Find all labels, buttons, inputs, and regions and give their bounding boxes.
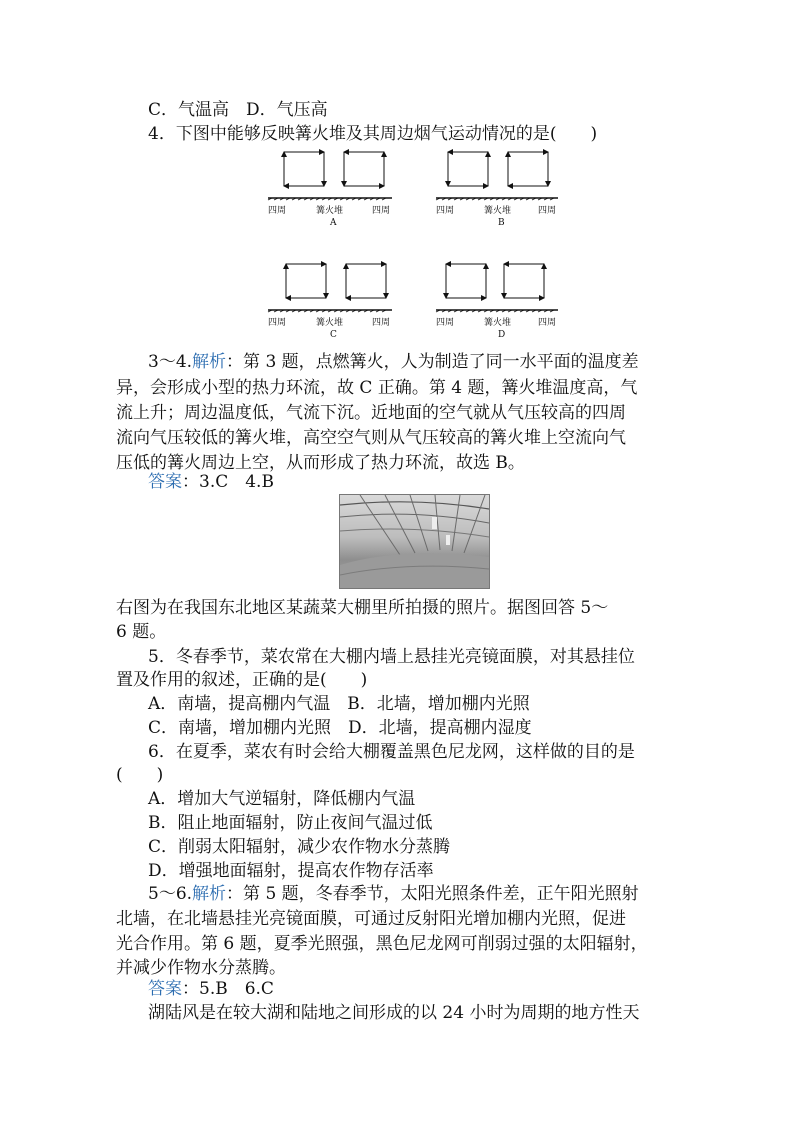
analysis-3-4-line-4: 流向气压较低的篝火堆，高空空气则从气压较高的篝火堆上空流向气 xyxy=(116,428,626,448)
analysis-3-4-line-1 xyxy=(148,350,639,374)
answer-keyword: 答案 xyxy=(148,979,182,999)
analysis-3-4-line-5: 压低的篝火周边上空，从而形成了热力环流，故选 B。 xyxy=(116,453,525,473)
answer-3-4 xyxy=(148,470,274,494)
label-d-right: 四周 xyxy=(538,318,557,328)
analysis-keyword: 解析 xyxy=(192,352,227,372)
analysis-3-4-line-3: 流上升；周边温度低，气流下沉。近地面的空气就从气压较高的四周 xyxy=(116,403,626,423)
q6-option-d: D．增强地面辐射，提高农作物存活率 xyxy=(148,861,434,881)
analysis-5-6-line-4: 并减少作物水分蒸腾。 xyxy=(116,958,286,978)
option-d-diagram xyxy=(436,264,558,312)
q5-stem-line-1: 5．冬春季节，菜农常在大棚内墙上悬挂光亮镜面膜，对其悬挂位 xyxy=(148,647,635,667)
convection-diagrams xyxy=(260,142,560,337)
analysis-5-6-prefix: 5～6. xyxy=(148,884,193,904)
label-c-left: 四周 xyxy=(268,318,287,328)
label-b-center: 篝火堆 xyxy=(484,206,512,216)
q6-stem-line-1: 6．在夏季，菜农有时会给大棚覆盖黑色尼龙网，这样做的目的是 xyxy=(148,742,635,762)
answer-text: ：3.C 4.B xyxy=(182,472,274,492)
analysis-3-4-line-2: 异，会形成小型的热力环流，故 C 正确。第 4 题，篝火堆温度高，气 xyxy=(116,378,638,398)
analysis-3-4-prefix: 3～4. xyxy=(148,352,193,372)
analysis-5-6-line-1 xyxy=(148,882,639,906)
option-a-diagram xyxy=(268,152,392,200)
answer-5-6 xyxy=(148,977,274,1001)
intro-5-6-line-2: 6 题。 xyxy=(116,622,167,642)
option-c-label: C xyxy=(330,330,337,340)
label-c-center: 篝火堆 xyxy=(316,318,344,328)
q6-option-c: C．削弱太阳辐射，减少农作物水分蒸腾 xyxy=(148,837,451,857)
option-d-label: D xyxy=(498,330,506,340)
answer-keyword: 答案 xyxy=(148,472,182,492)
q6-option-a: A．增加大气逆辐射，降低棚内气温 xyxy=(148,789,416,809)
label-a-left: 四周 xyxy=(268,206,287,216)
label-d-left: 四周 xyxy=(436,318,455,328)
option-a-label: A xyxy=(330,218,337,228)
option-b-label: B xyxy=(498,218,505,228)
intro-5-6-line-1: 右图为在我国东北地区某蔬菜大棚里所拍摄的照片。据图回答 5～ xyxy=(116,598,609,618)
label-d-center: 篝火堆 xyxy=(484,318,512,328)
next-paragraph: 湖陆风是在较大湖和陆地之间形成的以 24 小时为周期的地方性天 xyxy=(148,1003,640,1023)
label-b-right: 四周 xyxy=(538,206,557,216)
label-a-right: 四周 xyxy=(372,206,391,216)
analysis-keyword: 解析 xyxy=(192,884,227,904)
analysis-text: ：第 5 题，冬春季节，太阳光照条件差，正午阳光照射 xyxy=(226,884,639,904)
analysis-text: ：第 3 题，点燃篝火，人为制造了同一水平面的温度差 xyxy=(226,352,639,372)
q4-stem: 4．下图中能够反映篝火堆及其周边烟气运动情况的是( ) xyxy=(148,124,598,144)
answer-text: ：5.B 6.C xyxy=(182,979,274,999)
q5-options-cd: C．南墙，增加棚内光照 D．北墙，提高棚内湿度 xyxy=(148,718,532,738)
q6-stem-line-2: ( ) xyxy=(116,765,164,785)
q6-option-b: B．阻止地面辐射，防止夜间气温过低 xyxy=(148,813,433,833)
label-b-left: 四周 xyxy=(436,206,455,216)
q3-options-cd: C．气温高 D．气压高 xyxy=(148,100,328,120)
label-a-center: 篝火堆 xyxy=(316,206,344,216)
option-b-diagram xyxy=(436,152,558,200)
q5-stem-line-2: 置及作用的叙述，正确的是( ) xyxy=(116,670,368,690)
option-c-diagram xyxy=(268,264,392,312)
q5-options-ab: A．南墙，提高棚内气温 B．北墙，增加棚内光照 xyxy=(148,694,530,714)
analysis-5-6-line-3: 光合作用。第 6 题，夏季光照强，黑色尼龙网可削弱过强的太阳辐射， xyxy=(116,934,648,954)
label-c-right: 四周 xyxy=(372,318,391,328)
greenhouse-photo xyxy=(339,494,490,589)
analysis-5-6-line-2: 北墙，在北墙悬挂光亮镜面膜，可通过反射阳光增加棚内光照，促进 xyxy=(116,909,626,929)
